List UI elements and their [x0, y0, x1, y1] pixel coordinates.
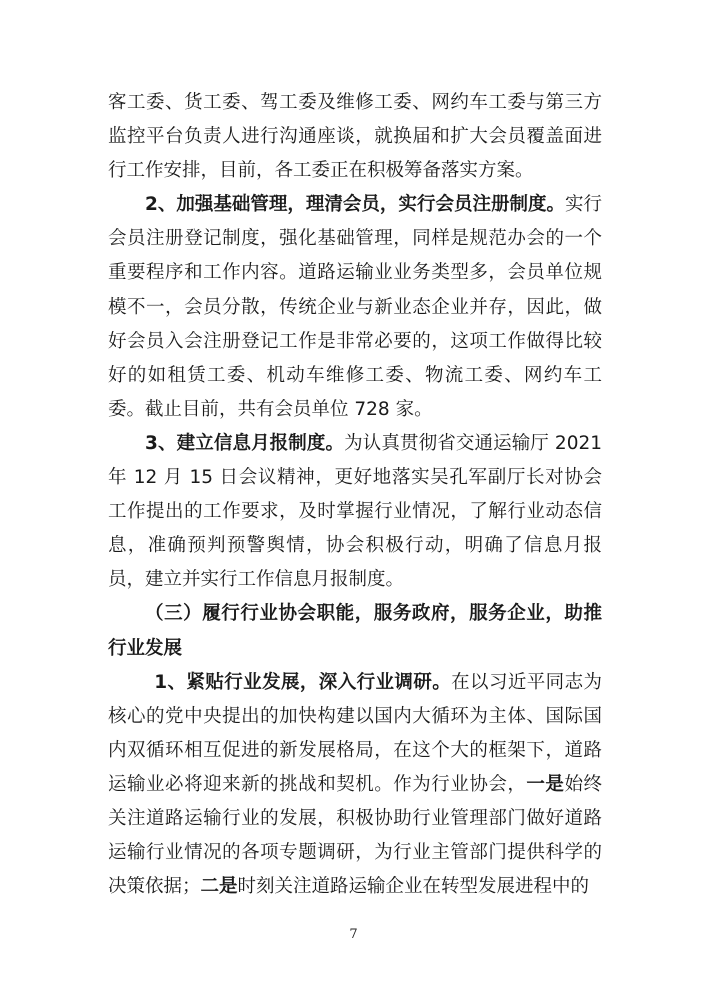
- paragraph-text: 时刻关注道路运输企业在转型发展进程中的: [237, 876, 590, 898]
- enumeration-second: 二是: [200, 876, 238, 898]
- paragraph-continuation: [108, 86, 602, 188]
- paragraph-text: 客工委、货工委、驾工委及维修工委、网约车工委与第三方监控平台负责人进行沟通座谈，就换届和扩大会员覆盖面进行工作安排，目前，各工委正在积极筹备落实方案。: [108, 92, 602, 182]
- section-heading: [108, 597, 602, 665]
- section-heading-text: （三）履行行业协会职能，服务政府，服务企业，助推行业发展: [108, 603, 602, 659]
- paragraph-heading: 1、紧贴行业发展，深入行业调研。: [154, 671, 452, 693]
- enumeration-first: 一是: [526, 773, 565, 795]
- paragraph-member-registration: [108, 188, 602, 427]
- document-body: [108, 86, 602, 904]
- page-number: 7: [349, 927, 358, 942]
- paragraph-text: 实行会员注册登记制度，强化基础管理，同样是规范办会的一个重要程序和工作内容。道路运输业业务类型多，会员单位规模不一，会员分散，传统企业与新业态企业并存，因此，做好会员入会注册登记工作是非常必要的，这项工作做得比较好的如租赁工委、机动车维修工委、物流工委、网约车工委。截止目前，共有会员单位 728 家。: [108, 194, 602, 420]
- paragraph-industry-research: [108, 666, 602, 905]
- paragraph-monthly-report: [108, 427, 602, 597]
- paragraph-heading: 2、加强基础管理，理清会员，实行会员注册制度。: [145, 194, 565, 216]
- paragraph-text: 在以习近平同志为核心的党中央提出的加快构建以国内大循环为主体、国际国内双循环相互促进的新发展格局，在这个大的框架下，道路运输业必将迎来新的挑战和契机。作为行业协会，: [108, 671, 602, 795]
- paragraph-text: 始终关注道路运输行业的发展，积极协助行业管理部门做好道路运输行业情况的各项专题调研，为行业主管部门提供科学的决策依据；: [108, 773, 602, 898]
- paragraph-heading: 3、建立信息月报制度。: [145, 432, 345, 454]
- paragraph-text: 为认真贯彻省交通运输厅 2021 年 12 月 15 日会议精神，更好地落实吴孔军副厅长对协会工作提出的工作要求，及时掌握行业情况，了解行业动态信息，准确预判预警舆情，协会积极行动，明确了信息月报员，建立并实行工作信息月报制度。: [108, 432, 603, 591]
